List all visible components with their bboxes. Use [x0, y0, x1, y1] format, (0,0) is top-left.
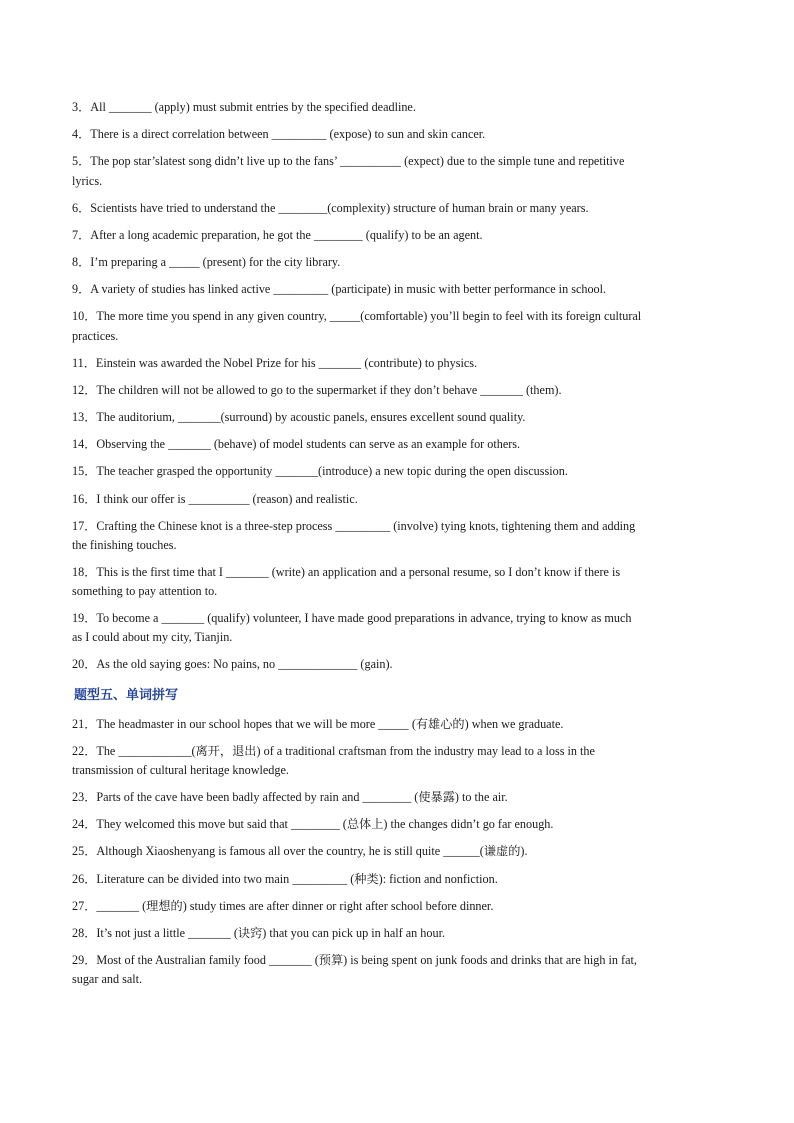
question-line: 19．To become a _______ (qualify) volunteer, I have made good preparations in advance, trying to know as much: [72, 611, 632, 626]
question-line-continuation: something to pay attention to.: [72, 584, 218, 599]
question-list-fill-in: [72, 94, 724, 679]
question-line: 13．The auditorium, _______(surround) by acoustic panels, ensures excellent sound quality.: [72, 410, 526, 425]
question-line: 25．Although Xiaoshenyang is famous all over the country, he is still quite ______(谦虚的).: [72, 844, 528, 859]
question-line: 12．The children will not be allowed to go to the supermarket if they don’t behave _______ (them).: [72, 382, 562, 397]
question-line: 8．I’m preparing a _____ (present) for the city library.: [72, 255, 341, 270]
question-line-continuation: the finishing touches.: [72, 538, 177, 553]
question-line: 4．There is a direct correlation between _________ (expose) to sun and skin cancer.: [72, 127, 486, 142]
question-line: 11．Einstein was awarded the Nobel Prize for his _______ (contribute) to physics.: [72, 355, 478, 370]
question-line: 27．_______ (理想的) study times are after dinner or right after school before dinner.: [72, 898, 494, 913]
question-line-continuation: practices.: [72, 328, 119, 343]
question-line: 21．The headmaster in our school hopes that we will be more _____ (有雄心的) when we graduate.: [72, 716, 564, 731]
question-line: 17．Crafting the Chinese knot is a three-step process _________ (involve) tying knots, tightening them and adding: [72, 518, 636, 533]
question-line: 18．This is the first time that I _______ (write) an application and a personal resume, so I don’t know if there is: [72, 565, 621, 580]
question-line: 20．As the old saying goes: No pains, no _____________ (gain).: [72, 657, 393, 672]
question-line: 16．I think our offer is __________ (reason) and realistic.: [72, 491, 358, 506]
question-line: 28．It’s not just a little _______ (诀窍) that you can pick up in half an hour.: [72, 926, 446, 941]
question-line: 29．Most of the Australian family food _______ (预算) is being spent on junk foods and drinks that are high in fat,: [72, 953, 637, 968]
question-line: 5．The pop star’slatest song didn’t live up to the fans’ __________ (expect) due to the simple tune and repetitive: [72, 154, 625, 169]
question-line: 9．A variety of studies has linked active _________ (participate) in music with better performance in school.: [72, 282, 607, 297]
question-line: 6．Scientists have tried to understand the ________(complexity) structure of human brain or many years.: [72, 200, 589, 215]
question-line-continuation: transmission of cultural heritage knowledge.: [72, 763, 289, 778]
question-line-continuation: sugar and salt.: [72, 972, 143, 987]
question-line: 7．After a long academic preparation, he got the ________ (qualify) to be an agent.: [72, 227, 483, 242]
question-line: 22．The ____________(离开，退出) of a traditional craftsman from the industry may lead to a loss in the: [72, 743, 595, 758]
question-line: 23．Parts of the cave have been badly affected by rain and ________ (使暴露) to the air.: [72, 790, 508, 805]
question-line: 24．They welcomed this move but said that ________ (总体上) the changes didn’t go far enough.: [72, 817, 554, 832]
question-line: 10．The more time you spend in any given country, _____(comfortable) you’ll begin to feel with its foreign cultural: [72, 309, 642, 324]
question-line: 14．Observing the _______ (behave) of model students can serve as an example for others.: [72, 437, 521, 452]
question-list-spelling: [72, 711, 724, 989]
question-line-continuation: lyrics.: [72, 173, 103, 188]
question-line-continuation: as I could about my city, Tianjin.: [72, 630, 233, 645]
question-line: 26．Literature can be divided into two main _________ (种类): fiction and nonfiction.: [72, 871, 498, 886]
question-line: 3．All _______ (apply) must submit entries by the specified deadline.: [72, 100, 416, 114]
question-line: 15．The teacher grasped the opportunity _______(introduce) a new topic during the open discussion.: [72, 464, 568, 479]
section-title: 题型五、单词拼写: [74, 687, 179, 703]
